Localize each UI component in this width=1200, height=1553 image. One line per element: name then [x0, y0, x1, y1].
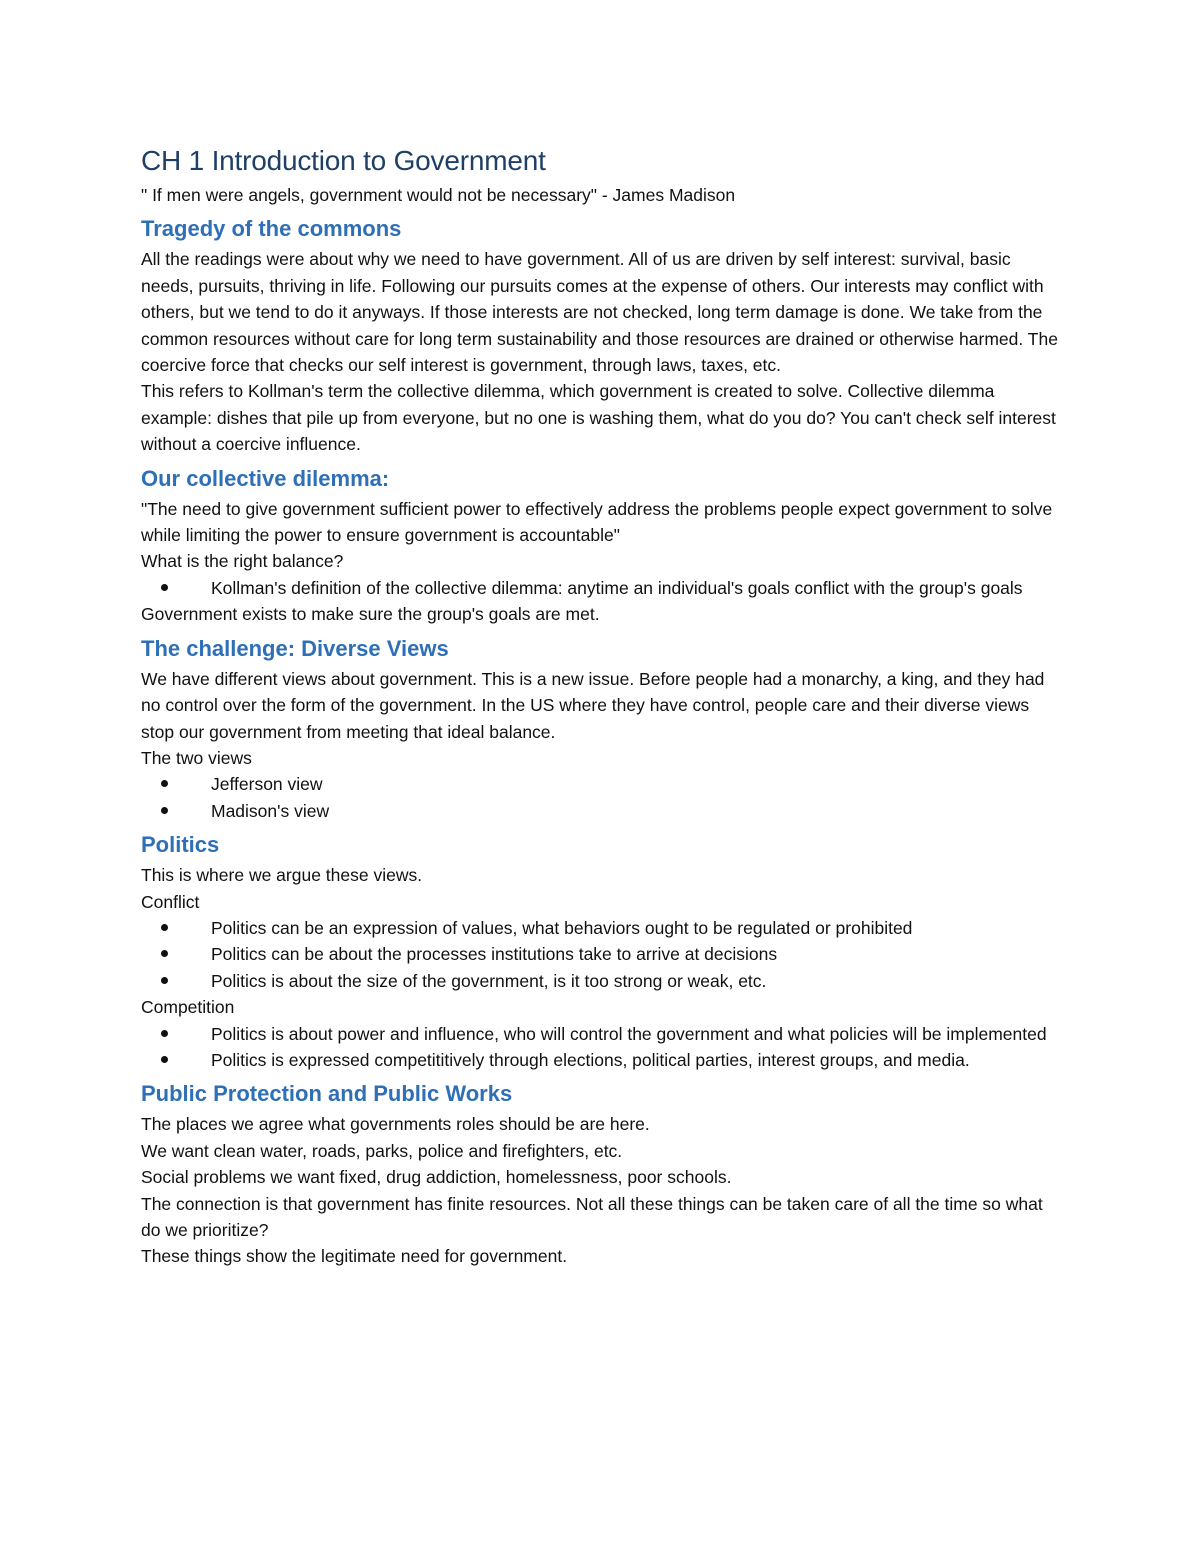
document-page — [141, 144, 1061, 1270]
document-title: CH 1 Introduction to Government — [141, 145, 546, 176]
list-item: Madison's view — [141, 798, 1061, 824]
tragedy-paragraph-2: This refers to Kollman's term the collective dilemma, which government is created to solve. Collective dilemma example: dishes that pile up from everyone, but no one is washing them, what do you do? You can't check self interest without a coercive influence. — [141, 381, 1056, 455]
conflict-bullet-list — [141, 915, 1061, 994]
list-item: Jefferson view — [141, 771, 1061, 797]
public-paragraph-4: The connection is that government has finite resources. Not all these things can be taken care of all the time so what do we prioritize? — [141, 1193, 1043, 1240]
tragedy-paragraph-1: All the readings were about why we need to have government. All of us are driven by self interest: survival, basic needs, pursuits, thriving in life. Following our pursuits comes at the expense of others. Our interests may conflict with others, but we tend to do it anyways. If those interests are not checked, long term damage is done. We take from the common resources without care for long term sustainability and those resources are drained or otherwise harmed. The coercive force that checks our self interest is government, through laws, taxes, etc. — [141, 249, 1058, 376]
list-item: Politics is expressed competititively through elections, political parties, interest groups, and media. — [141, 1047, 1061, 1073]
collective-quote: "The need to give government sufficient power to effectively address the problems people expect government to solve while limiting the power to ensure government is accountable" — [141, 498, 1053, 546]
public-paragraph-3: Social problems we want fixed, drug addiction, homelessness, poor schools. — [141, 1167, 732, 1188]
bullet-icon — [161, 924, 168, 931]
public-paragraph-2: We want clean water, roads, parks, police and firefighters, etc. — [141, 1140, 623, 1161]
bullet-icon — [161, 977, 168, 984]
list-item: Politics is about the size of the government, is it too strong or weak, etc. — [141, 968, 1061, 994]
public-paragraph-5: These things show the legitimate need for government. — [141, 1246, 568, 1267]
collective-conclusion: Government exists to make sure the group's goals are met. — [141, 604, 600, 625]
bullet-icon — [161, 950, 168, 957]
list-item: Politics can be about the processes institutions take to arrive at decisions — [141, 941, 1061, 967]
competition-bullet-list — [141, 1021, 1061, 1074]
two-views-label: The two views — [141, 747, 252, 768]
bullet-icon — [161, 584, 168, 591]
views-bullet-list — [141, 771, 1061, 824]
list-item: Politics can be an expression of values, what behaviors ought to be regulated or prohibited — [141, 915, 1061, 941]
collective-question: What is the right balance? — [141, 551, 344, 572]
list-item: Kollman's definition of the collective dilemma: anytime an individual's goals conflict with the group's goals — [141, 575, 1061, 601]
politics-intro: This is where we argue these views. — [141, 865, 423, 886]
competition-label: Competition — [141, 997, 235, 1018]
collective-bullet-list — [141, 575, 1061, 601]
heading-challenge: The challenge: Diverse Views — [141, 635, 449, 661]
conflict-label: Conflict — [141, 891, 200, 912]
heading-tragedy: Tragedy of the commons — [141, 216, 402, 242]
heading-collective-dilemma: Our collective dilemma: — [141, 465, 390, 491]
public-paragraph-1: The places we agree what governments roles should be are here. — [141, 1114, 650, 1135]
madison-quote: " If men were angels, government would not be necessary" - James Madison — [141, 185, 736, 205]
bullet-icon — [161, 807, 168, 814]
heading-politics: Politics — [141, 832, 220, 858]
bullet-icon — [161, 780, 168, 787]
challenge-paragraph: We have different views about government. This is a new issue. Before people had a monarchy, a king, and they had no control over the form of the government. In the US where they have control, people care and their diverse views stop our government from meeting that ideal balance. — [141, 668, 1045, 742]
bullet-icon — [161, 1030, 168, 1037]
list-item: Politics is about power and influence, who will control the government and what policies will be implemented — [141, 1021, 1061, 1047]
bullet-icon — [161, 1056, 168, 1063]
heading-public-protection: Public Protection and Public Works — [141, 1081, 513, 1107]
